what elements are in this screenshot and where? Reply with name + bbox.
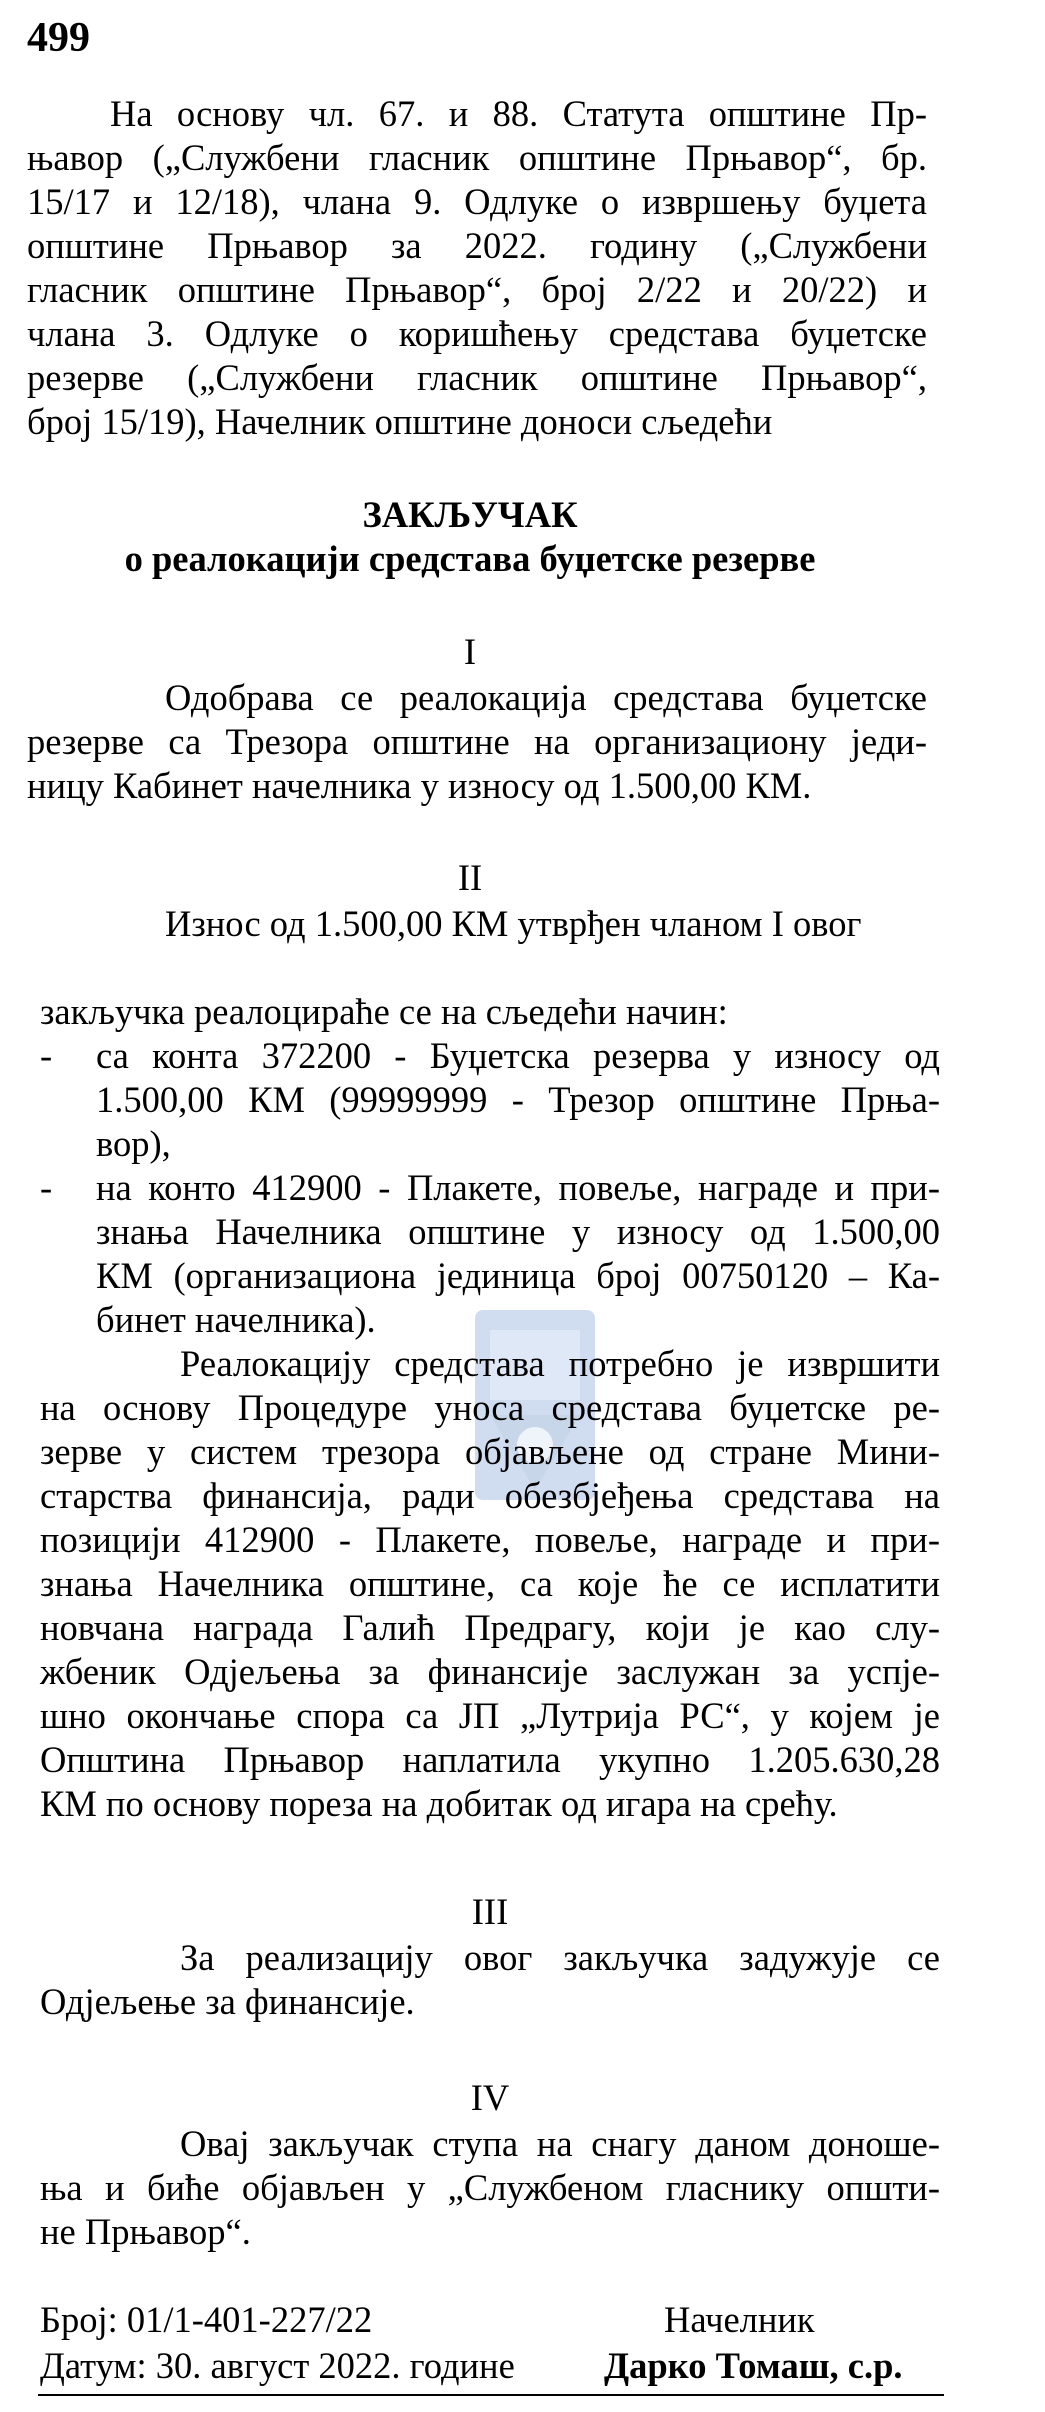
preamble-line: број 15/19), Начелник општине доноси сљедећи [27, 401, 773, 442]
paragraph-line: КМ по основу пореза на добитак од игара на срећу. [40, 1783, 838, 1824]
preamble-line: члана 3. Одлуке о коришћењу средстава буџетске [27, 313, 927, 354]
footer-rule [38, 2394, 944, 2396]
document-subtitle: о реалокацији средстава буџетске резерве [124, 538, 816, 579]
document-title: ЗАКЉУЧАК [362, 494, 578, 535]
section-heading: IV [470, 2077, 510, 2118]
preamble-line: 15/17 и 12/18), члана 9. Одлуке о извршењу буџета [27, 181, 927, 222]
signer-title: Начелник [664, 2299, 815, 2340]
section-line: закључка реалоцираће се на сљедећи начин: [40, 991, 728, 1032]
signer-name: Дарко Томаш, с.р. [604, 2345, 903, 2386]
paragraph-line: старства финансија, ради обезбјеђења средстава на [40, 1475, 940, 1516]
bullet-line: 1.500,00 КМ (99999999 - Трезор општине Прња- [96, 1079, 940, 1120]
bullet-dash: - [40, 1035, 53, 1076]
section-heading: II [457, 857, 483, 898]
section-line: ницу Кабинет начелника у износу од 1.500,00 КМ. [27, 765, 812, 806]
paragraph-line: знања Начелника општине, са које ће се исплатити [40, 1563, 940, 1604]
paragraph-line: на основу Процедуре уноса средстава буџетске ре- [40, 1387, 940, 1428]
bullet-line: бинет начелника). [96, 1299, 376, 1340]
paragraph-line: Општина Прњавор наплатила укупно 1.205.630,28 [40, 1739, 940, 1780]
bullet-line: знања Начелника општине у износу од 1.500,00 [96, 1211, 940, 1252]
section-line: Износ од 1.500,00 КМ утврђен чланом I овог [165, 903, 862, 944]
preamble-line: резерве („Службени гласник општине Прњавор“, [27, 357, 927, 398]
section-line: не Прњавор“. [40, 2211, 251, 2252]
bullet-line: са конта 372200 - Буџетска резерва у износу од [96, 1035, 940, 1076]
item-number: 499 [27, 15, 90, 61]
paragraph-line: жбеник Одјељења за финансије заслужан за успје- [40, 1651, 940, 1692]
section-heading: III [471, 1891, 509, 1932]
paragraph-line: новчана награда Галић Предрагу, који је као слу- [40, 1607, 940, 1648]
bullet-dash: - [40, 1167, 53, 1208]
bullet-line: КМ (организациона јединица број 00750120 – Ка- [96, 1255, 940, 1296]
paragraph-line: шно окончање спора са ЈП „Лутрија РС“, у којем је [40, 1695, 940, 1736]
preamble-line: На основу чл. 67. и 88. Статута општине Пр- [110, 93, 927, 134]
bullet-line: на конто 412900 - Плакете, повеље, награде и при- [96, 1167, 940, 1208]
section-line: Овај закључак ступа на снагу даном доноше- [180, 2123, 940, 2164]
bullet-line: вор), [96, 1123, 171, 1164]
section-line: За реализацију овог закључка задужује се [180, 1937, 940, 1978]
paragraph-line: позицији 412900 - Плакете, повеље, награде и при- [40, 1519, 940, 1560]
section-line: Одјељење за финансије. [40, 1981, 415, 2022]
section-line: резерве са Трезора општине на организациону једи- [27, 721, 927, 762]
section-line: Одобрава се реалокација средстава буџетске [165, 677, 927, 718]
document-number: Број: 01/1-401-227/22 [40, 2299, 373, 2340]
paragraph-line: Реалокацију средстава потребно је извршити [180, 1343, 940, 1384]
preamble-line: њавор („Службени гласник општине Прњавор“, бр. [27, 137, 927, 178]
section-line: ња и биће објављен у „Службеном гласнику општи- [40, 2167, 940, 2208]
section-heading: I [463, 631, 477, 672]
document-date: Датум: 30. август 2022. године [40, 2345, 515, 2386]
preamble-line: општине Прњавор за 2022. годину („Службени [27, 225, 927, 266]
preamble-line: гласник општине Прњавор“, број 2/22 и 20/22) и [27, 269, 927, 310]
paragraph-line: зерве у систем трезора објављене од стране Мини- [40, 1431, 940, 1472]
